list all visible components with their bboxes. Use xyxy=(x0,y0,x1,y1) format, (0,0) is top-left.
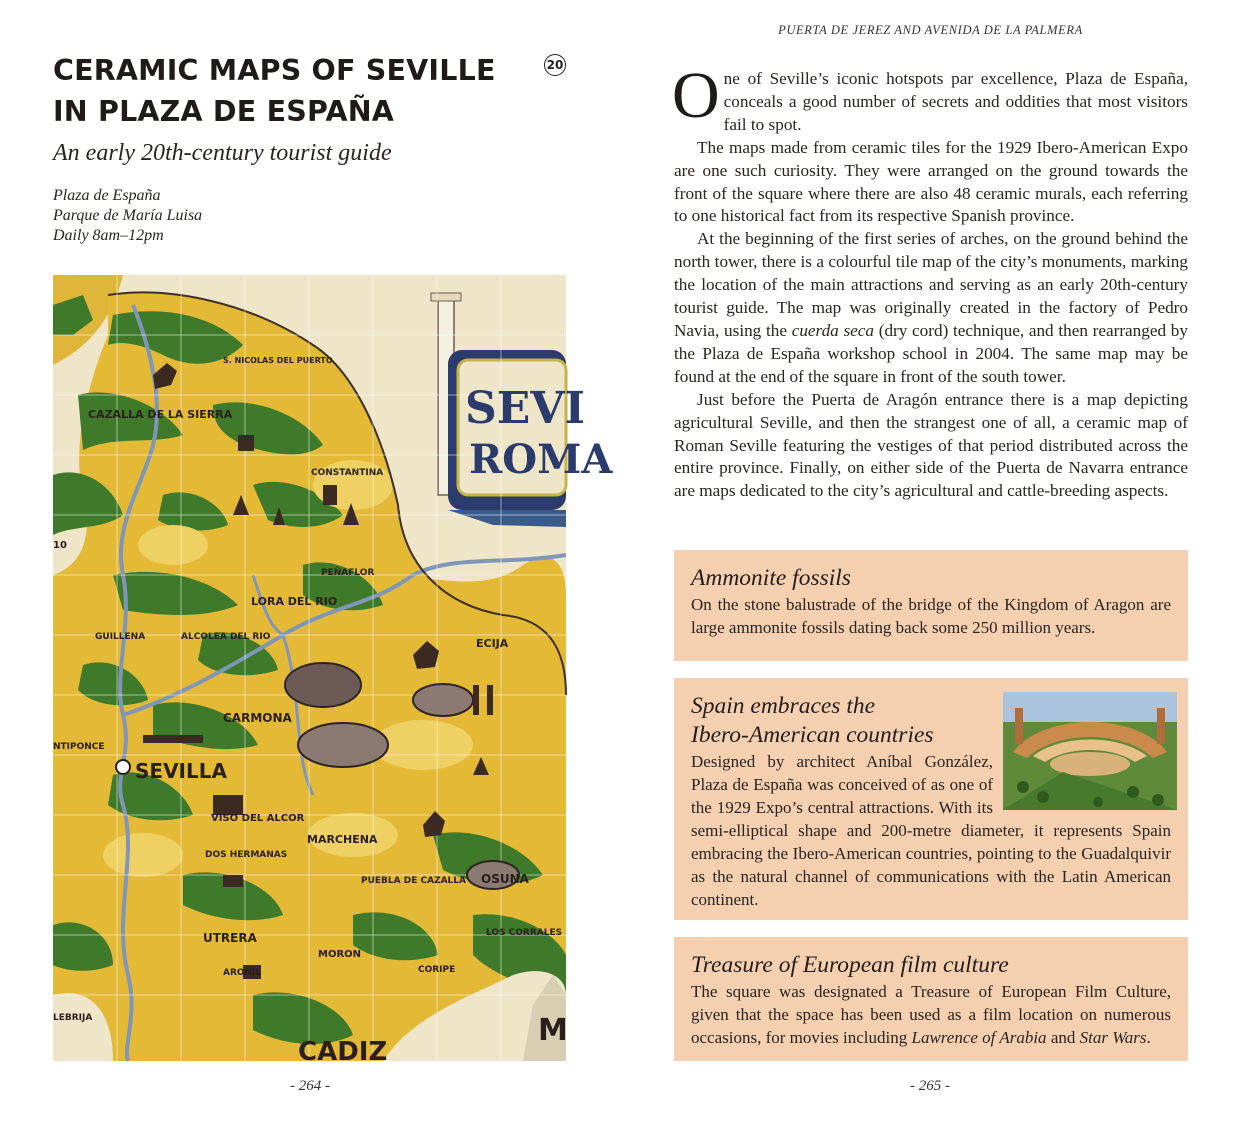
page-title xyxy=(53,50,523,132)
map-label-aronil: ARONIL xyxy=(223,968,262,978)
main-text xyxy=(672,59,1188,503)
map-label-cadiz: CADIZ xyxy=(298,1037,388,1067)
paragraph-2: The maps made from ceramic tiles for the 1929 Ibero-American Expo are one such curiosity. They were arranged on the ground towards the front of the square where there are also 48 ceramic murals, each referring to one historical fact from its respective Spanish province. xyxy=(674,137,1188,226)
map-label-guillena: GUILLENA xyxy=(95,632,146,642)
sidebar-title: Treasure of European film culture xyxy=(691,952,1009,978)
film-title-star-wars: Star Wars xyxy=(1079,1028,1147,1047)
map-label-lebrija: LEBRIJA xyxy=(53,1013,93,1023)
paragraph-3 xyxy=(674,228,1188,388)
map-label-utrera: UTRERA xyxy=(203,931,257,945)
info-line-park: Parque de María Luisa xyxy=(53,207,203,224)
sidebar-title: Ammonite fossils xyxy=(691,565,851,591)
sidebar-ammonite-fossils xyxy=(674,550,1188,661)
map-label-corrales: LOS CORRALES xyxy=(486,928,563,938)
map-label-alcolea: ALCOLEA DEL RIO xyxy=(181,632,271,642)
info-line-hours: Daily 8am–12pm xyxy=(53,227,164,244)
map-sign-text-roma: ROMA xyxy=(469,436,613,483)
map-label-puebla: PUEBLA DE CAZALLA xyxy=(361,876,466,886)
title-line-1: CERAMIC MAPS OF SEVILLE xyxy=(53,54,496,87)
paragraph-4: Just before the Puerta de Aragón entrance there is a map depicting agricultural Seville, and then the strangest one of all, a ceramic map of Roman Seville featuring the vestiges of that period distributed across the entire province. Finally, on either side of the Puerta de Navarra entrance are maps dedicated to the city’s agricultural and cattle-breeding aspects. xyxy=(674,389,1188,501)
map-label-marchena: MARCHENA xyxy=(307,833,378,846)
sidebar-text-b: and xyxy=(1046,1028,1080,1047)
map-label-sevilla: SEVILLA xyxy=(135,759,227,783)
info-line-address: Plaza de España xyxy=(53,187,161,204)
sidebar-title-line-1: Spain embraces the xyxy=(691,693,876,719)
ceramic-map-photo xyxy=(53,275,613,1067)
sidebar-text: Designed by architect Aníbal González, Plaza de España was conceived of as one of the 1929 Expo’s central attractions. With its semi-elliptical shape and 200-metre diameter, it represents Spain embracing the Ibero-American countries, pointing to the Guadalquivir as the natural channel of communications with the Latin American continent. xyxy=(691,752,1171,909)
entry-number-badge: 20 xyxy=(544,54,566,76)
paragraph-1-text: ne of Seville’s iconic hotspots par excellence, Plaza de España, conceals a good number of secrets and oddities that most visitors fail to spot. xyxy=(723,69,1188,134)
left-page xyxy=(0,0,620,1123)
sidebar-text: On the stone balustrade of the bridge of the Kingdom of Aragon are large ammonite fossils dating back some 250 million years. xyxy=(691,595,1171,637)
map-label-moron: MORON xyxy=(318,949,362,960)
location-info xyxy=(53,186,202,246)
running-head: PUERTA DE JEREZ AND AVENIDA DE LA PALMERA xyxy=(778,23,1083,37)
paragraph-1 xyxy=(672,59,1188,137)
map-label-constantina: CONSTANTINA xyxy=(311,468,384,478)
film-title-lawrence: Lawrence of Arabia xyxy=(911,1028,1047,1047)
sidebar-film-culture xyxy=(674,937,1188,1061)
map-label-lora: LORA DEL RIO xyxy=(251,595,338,608)
right-page xyxy=(620,0,1241,1123)
map-label-cazalla: CAZALLA DE LA SIERRA xyxy=(88,408,233,421)
sidebar-text-c: . xyxy=(1146,1028,1151,1047)
sidebar-spain-embraces xyxy=(674,678,1188,920)
map-tile-number: 10 xyxy=(53,540,67,551)
map-label-m: M xyxy=(538,1013,568,1048)
map-label-ecija: ECIJA xyxy=(476,637,509,650)
sidebar-text-a: The square was designated a Treasure of European Film Culture, given that the space has been used as a film location on numerous occasions, for movies including xyxy=(691,982,1171,1047)
paragraph-3-text-a: At the beginning of the first series of arches, on the ground behind the north tower, there is a colourful tile map of the city’s monuments, marking the location of the main attractions and serving as an early 20th-century tourist guide. The map was originally created in the factory of Pedro Navia, using the xyxy=(674,229,1188,340)
sidebar-text xyxy=(691,980,1171,1049)
map-label-coripe: CORIPE xyxy=(418,965,456,975)
map-label-dos-hermanas: DOS HERMANAS xyxy=(205,850,288,860)
map-sign-text-sevi: SEVI xyxy=(465,383,586,434)
drop-cap: O xyxy=(672,59,720,132)
plaza-de-espana-postcard-image xyxy=(1003,692,1177,810)
map-label-snicolas: S. NICOLAS DEL PUERTO xyxy=(223,356,333,365)
map-label-osuna: OSUNA xyxy=(481,872,529,886)
map-label-carmona: CARMONA xyxy=(223,711,292,725)
map-label-penaflor: PEÑAFLOR xyxy=(321,568,375,578)
page-number-left: - 264 - xyxy=(290,1078,330,1094)
page-subtitle: An early 20th-century tourist guide xyxy=(53,140,392,166)
title-line-2: IN PLAZA DE ESPAÑA xyxy=(53,95,395,128)
sidebar-title-line-2: Ibero-American countries xyxy=(691,722,934,748)
page-number-right: - 265 - xyxy=(910,1078,950,1094)
map-label-santiponce: NTIPONCE xyxy=(53,742,105,752)
paragraph-3-italic: cuerda seca xyxy=(791,320,875,340)
paragraph-3-text-b: (dry cord) technique, and then rearranged by the Plaza de España workshop school in 2004. The same map may be found at the end of the square in front of the south tower. xyxy=(674,320,1188,386)
map-label-viso: VISO DEL ALCOR xyxy=(211,813,305,824)
